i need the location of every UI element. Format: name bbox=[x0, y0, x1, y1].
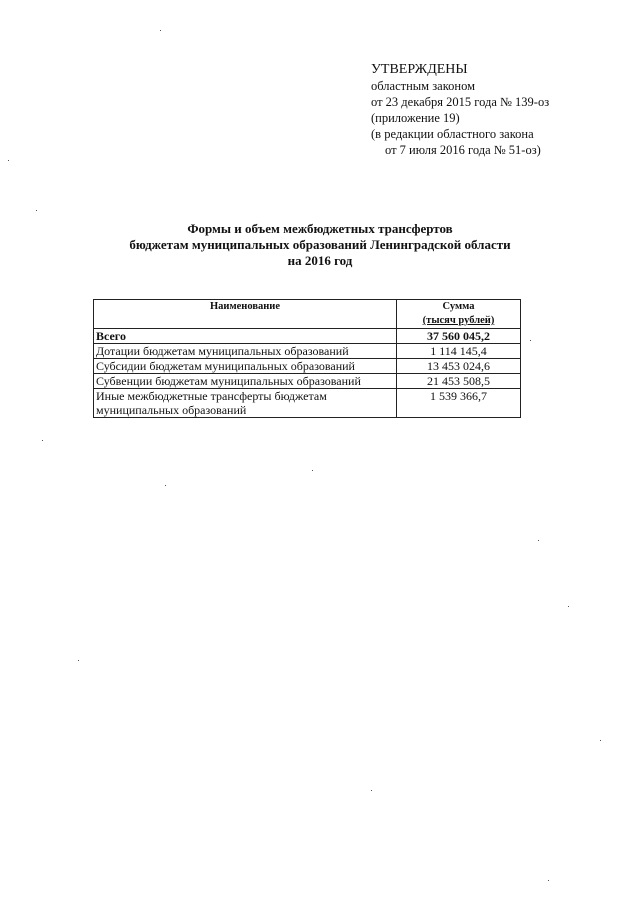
scan-speck bbox=[548, 880, 549, 881]
scan-speck bbox=[530, 340, 531, 341]
table-row-total bbox=[94, 329, 521, 344]
scan-speck bbox=[538, 540, 539, 541]
scan-speck bbox=[78, 660, 79, 661]
header-name-cell: Наименование bbox=[94, 300, 397, 329]
row-name: Всего bbox=[94, 329, 397, 344]
approval-line-4: (в редакции областного закона bbox=[371, 127, 534, 141]
approval-line-1: областным законом bbox=[371, 79, 476, 93]
table-row bbox=[94, 389, 521, 418]
document-title bbox=[0, 221, 640, 269]
header-sum-unit: (тысяч рублей) bbox=[422, 315, 495, 326]
table-header-row bbox=[94, 300, 521, 329]
scan-speck bbox=[36, 210, 37, 211]
approval-heading: УТВЕРЖДЕНЫ bbox=[371, 62, 468, 77]
row-sum: 37 560 045,2 bbox=[397, 329, 521, 344]
header-sum-cell bbox=[397, 300, 521, 329]
scan-speck bbox=[42, 440, 43, 441]
scan-speck bbox=[165, 485, 166, 486]
scan-speck bbox=[568, 606, 569, 607]
table-row bbox=[94, 359, 521, 374]
approval-line-2: от 23 декабря 2015 года № 139-оз bbox=[371, 95, 550, 109]
table-row bbox=[94, 374, 521, 389]
title-line-2: бюджетам муниципальных образований Ленинградской области bbox=[129, 237, 511, 252]
row-name: Субвенции бюджетам муниципальных образований bbox=[94, 374, 397, 389]
table-row bbox=[94, 344, 521, 359]
row-sum: 13 453 024,6 bbox=[397, 359, 521, 374]
approval-block bbox=[371, 62, 549, 158]
row-sum: 21 453 508,5 bbox=[397, 374, 521, 389]
header-sum-label: Сумма bbox=[442, 301, 475, 312]
row-sum: 1 114 145,4 bbox=[397, 344, 521, 359]
scan-speck bbox=[160, 30, 161, 31]
scan-speck bbox=[600, 740, 601, 741]
row-name: Субсидии бюджетам муниципальных образований bbox=[94, 359, 397, 374]
row-name: Дотации бюджетам муниципальных образований bbox=[94, 344, 397, 359]
transfers-table bbox=[93, 299, 521, 418]
scan-speck bbox=[371, 790, 372, 791]
approval-line-5: от 7 июля 2016 года № 51-оз) bbox=[385, 143, 541, 157]
row-sum: 1 539 366,7 bbox=[397, 389, 521, 418]
title-line-3: на 2016 год bbox=[287, 253, 353, 268]
row-name: Иные межбюджетные трансферты бюджетам муниципальных образований bbox=[94, 389, 397, 418]
approval-line-3: (приложение 19) bbox=[371, 111, 460, 125]
title-line-1: Формы и объем межбюджетных трансфертов bbox=[187, 221, 453, 236]
scan-speck bbox=[8, 160, 9, 161]
scan-speck bbox=[312, 470, 313, 471]
